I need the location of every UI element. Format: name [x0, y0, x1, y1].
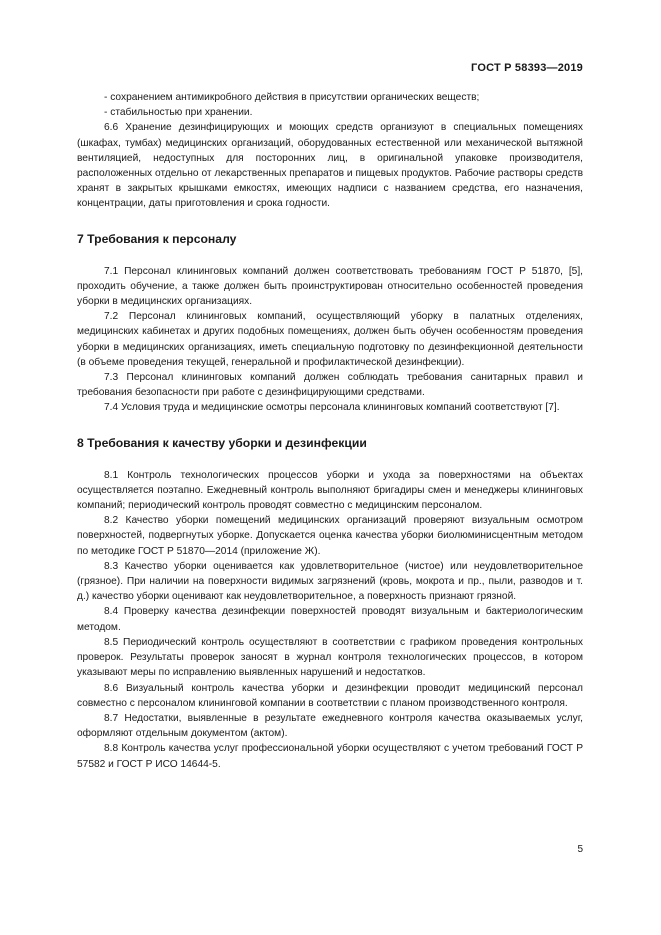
- paragraph-7-4: 7.4 Условия труда и медицинские осмотры персонала клининговых компаний соответствуют [7].: [104, 402, 560, 414]
- list-item: - сохранением антимикробного действия в присутствии органических веществ;: [104, 92, 480, 103]
- document-body: [77, 90, 583, 772]
- paragraph-8-3: 8.3 Качество уборки оценивается как удовлетворительное (чистое) или неудовлетворительное (грязное). При наличии на поверхности видимых загрязнений (кровь, мокрота и пр., пыли, разводов и т. д.) качество уборки оценивают как неудовлетворительное, а поверхность признают грязной.: [77, 560, 583, 603]
- paragraph-8-1: 8.1 Контроль технологических процессов уборки и ухода за поверхностями на объектах осуществляется поэтапно. Ежедневный контроль выполняют бригадиры смен и менеджеры клининговых компаний; периодический контроль проводят совместно с медицинским персоналом.: [77, 469, 583, 512]
- paragraph-7-1: 7.1 Персонал клининговых компаний должен соответствовать требованиям ГОСТ Р 51870, [5], проходить обучение, а также должен быть проинструктирован относительно особенностей проведения уборки в медицинских организациях.: [77, 265, 583, 308]
- paragraph-6-6: 6.6 Хранение дезинфицирующих и моющих средств организуют в специальных помещениях (шкафах, тумбах) медицинских организаций, оборудованных естественной или механической вытяжной вентиляцией, недоступных для посторонних лиц, в оригинальной упаковке производителя, расположенных отдельно от лекарственных препаратов и пищевых продуктов. Рабочие растворы средств хранят в закрытых крышками емкостях, имеющих надписи с названием средства, его назначения, концентрации, даты приготовления и срока годности.: [77, 122, 583, 210]
- paragraph-8-8: 8.8 Контроль качества услуг профессиональной уборки осуществляют с учетом требований ГОСТ Р 57582 и ГОСТ Р ИСО 14644-5.: [77, 743, 583, 770]
- paragraph-8-4: 8.4 Проверку качества дезинфекции поверхностей проводят визуальным и бактериологическим методом.: [77, 606, 583, 633]
- section-7-title: 7 Требования к персоналу: [77, 231, 237, 246]
- paragraph-8-5: 8.5 Периодический контроль осуществляют в соответствии с графиком проведения контрольных проверок. Результаты проверок заносят в журнал контроля технологических процессов, в котором указывают меры по исправлению выявленных нарушений и недостатков.: [77, 636, 583, 679]
- list-item: - стабильностью при хранении.: [104, 107, 253, 119]
- paragraph-8-2: 8.2 Качество уборки помещений медицинских организаций проверяют визуальным осмотром поверхностей, подвергнутых уборке. Допускается оценка качества уборки биолюминисцентным методом по методике ГОСТ Р 51870—2014 (приложение Ж).: [77, 515, 583, 557]
- paragraph-8-7: 8.7 Недостатки, выявленные в результате ежедневного контроля качества оказываемых услуг, оформляют отдельным документом (актом).: [77, 712, 583, 740]
- document-code: ГОСТ Р 58393—2019: [471, 62, 583, 74]
- paragraph-7-2: 7.2 Персонал клининговых компаний, осуществляющий уборку в палатных отделениях, медицинских кабинетах и других подобных помещениях, должен быть обучен особенностям проведения уборки в медицинских организациях, иметь специальную подготовку по дезинфекционной деятельности (в объеме проведения текущей, генеральной и профилактической дезинфекции).: [77, 311, 583, 368]
- page-number: 5: [577, 844, 583, 855]
- paragraph-7-3: 7.3 Персонал клининговых компаний должен соблюдать требования санитарных правил и требования безопасности при работе с дезинфицирующими средствами.: [77, 372, 583, 399]
- section-8-title: 8 Требования к качеству уборки и дезинфекции: [77, 435, 367, 450]
- paragraph-8-6: 8.6 Визуальный контроль качества уборки и дезинфекции проводит медицинский персонал совместно с персоналом клининговой компании в соответствии с планом производственного контроля.: [77, 682, 583, 709]
